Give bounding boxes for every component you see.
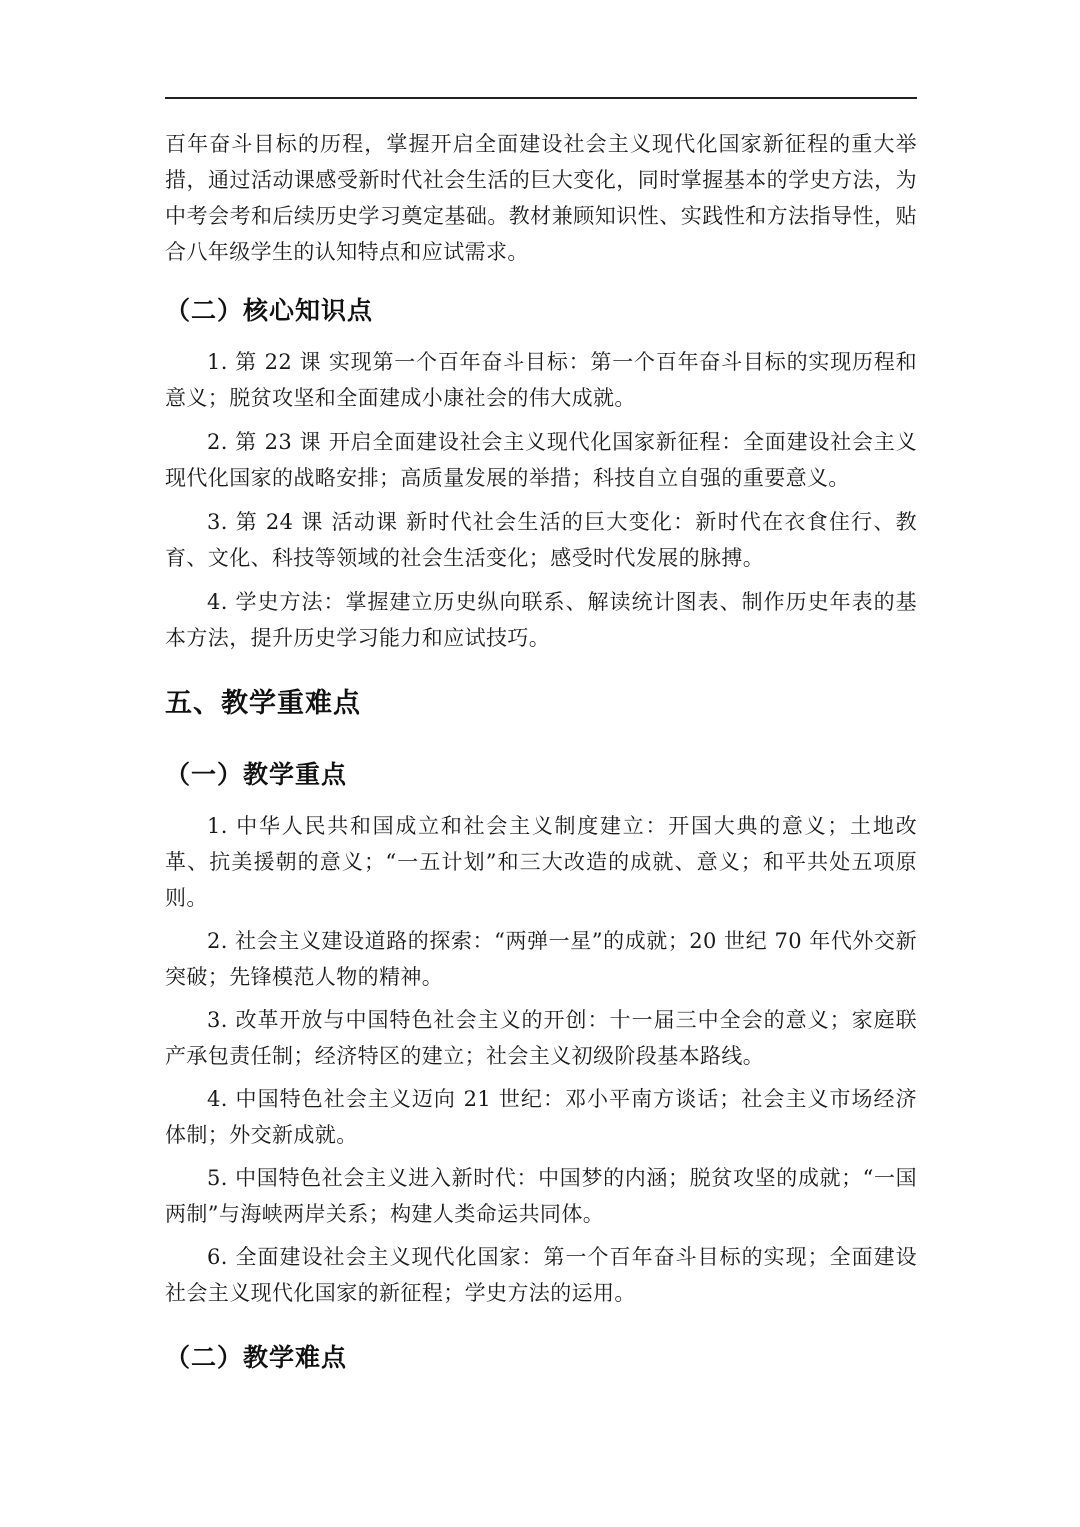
core-item-4: 4. 学史方法：掌握建立历史纵向联系、解读统计图表、制作历史年表的基本方法，提升历史学习能力和应试技巧。	[165, 590, 917, 650]
header-rule	[165, 97, 917, 99]
key-point-6: 6. 全面建设社会主义现代化国家：第一个百年奋斗目标的实现；全面建设社会主义现代化国家的新征程；学史方法的运用。	[165, 1245, 917, 1305]
teaching-difficulties-heading: （二）教学难点	[165, 1343, 348, 1372]
intro-paragraph: 百年奋斗目标的历程，掌握开启全面建设社会主义现代化国家新征程的重大举措，通过活动课感受新时代社会生活的巨大变化，同时掌握基本的学史方法，为中考会考和后续历史学习奠定基础。教材兼顾知识性、实践性和方法指导性，贴合八年级学生的认知特点和应试需求。	[165, 132, 917, 264]
core-item-3: 3. 第 24 课 活动课 新时代社会生活的巨大变化：新时代在衣食住行、教育、文化、科技等领域的社会生活变化；感受时代发展的脉搏。	[165, 510, 917, 570]
core-item-2: 2. 第 23 课 开启全面建设社会主义现代化国家新征程：全面建设社会主义现代化国家的战略安排；高质量发展的举措；科技自立自强的重要意义。	[165, 430, 917, 490]
key-point-2: 2. 社会主义建设道路的探索：“两弹一星”的成就；20 世纪 70 年代外交新突破；先锋模范人物的精神。	[165, 929, 917, 989]
teaching-key-points-heading: （一）教学重点	[165, 760, 348, 789]
key-point-1: 1. 中华人民共和国成立和社会主义制度建立：开国大典的意义；土地改革、抗美援朝的意义；“一五计划”和三大改造的成就、意义；和平共处五项原则。	[165, 814, 917, 910]
section-5-heading: 五、教学重难点	[165, 688, 361, 719]
core-knowledge-heading: （二）核心知识点	[165, 296, 374, 325]
key-point-3: 3. 改革开放与中国特色社会主义的开创：十一届三中全会的意义；家庭联产承包责任制；经济特区的建立；社会主义初级阶段基本路线。	[165, 1008, 917, 1068]
key-point-5: 5. 中国特色社会主义进入新时代：中国梦的内涵；脱贫攻坚的成就；“一国两制”与海峡两岸关系；构建人类命运共同体。	[165, 1166, 917, 1226]
key-point-4: 4. 中国特色社会主义迈向 21 世纪：邓小平南方谈话；社会主义市场经济体制；外交新成就。	[165, 1087, 917, 1147]
core-item-1: 1. 第 22 课 实现第一个百年奋斗目标：第一个百年奋斗目标的实现历程和意义；脱贫攻坚和全面建成小康社会的伟大成就。	[165, 350, 917, 410]
